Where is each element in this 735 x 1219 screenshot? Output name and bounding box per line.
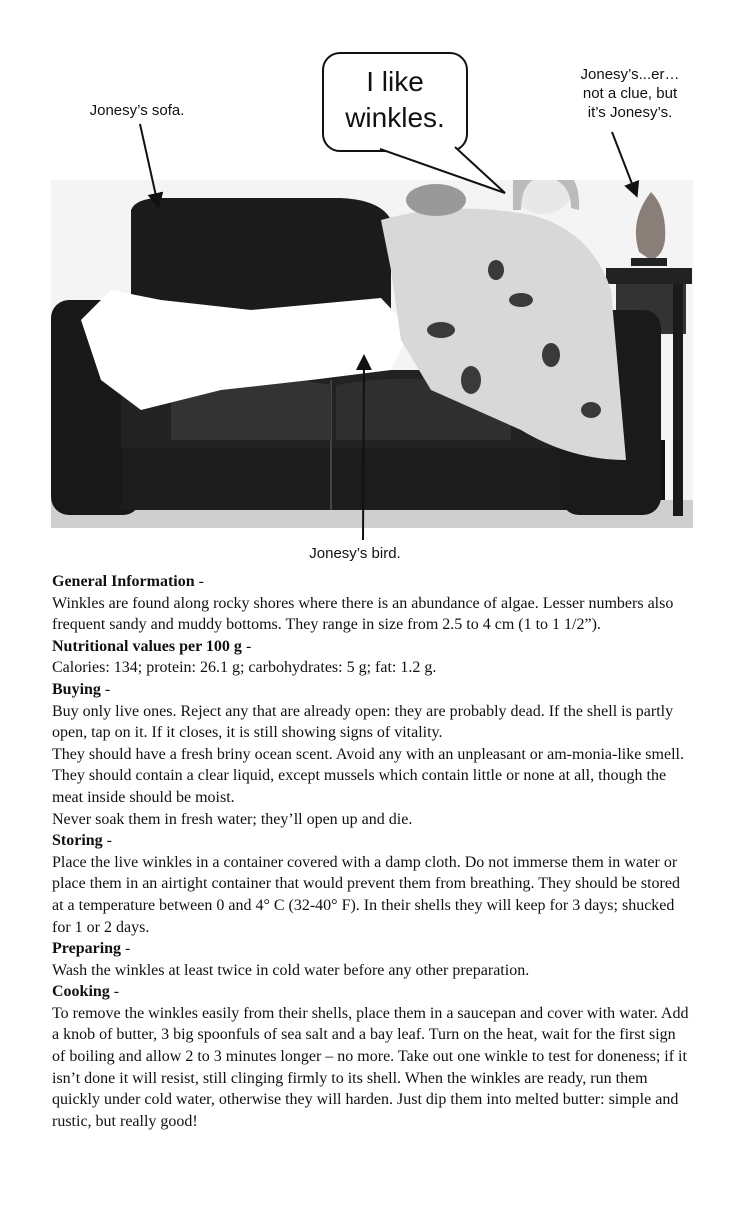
speech-line-1: I like bbox=[366, 66, 424, 97]
bird-caption: Jonesy’s bird. bbox=[309, 545, 401, 562]
section-paragraph: Buy only live ones. Reject any that are already open: they are probably dead. If the shell is partly open, tap on it. If it closes, it is still showing signs of vitality. bbox=[52, 702, 674, 742]
section-cooking bbox=[52, 981, 692, 1132]
speech-line-2: winkles. bbox=[345, 102, 445, 133]
section-heading: General Information - bbox=[52, 573, 204, 590]
section-paragraph: Place the live winkles in a container covered with a damp cloth. Do not immerse them in water or place them in an airtight container that would prevent them from breathing. They should be stored at a temperature between 0 and 4° C (32-40° F). In their shells they will keep for 3 days; shucked for 1 or 2 days. bbox=[52, 853, 680, 936]
section-buying bbox=[52, 679, 692, 830]
speech-bubble bbox=[322, 52, 468, 152]
lamp-caption-line-3: it’s Jonesy’s. bbox=[587, 104, 673, 121]
section-paragraph: Calories: 134; protein: 26.1 g; carbohydrates: 5 g; fat: 1.2 g. bbox=[52, 659, 437, 677]
section-paragraph: To remove the winkles easily from their shells, place them in a saucepan and cover with water. Add a knob of butter, 3 big spoonfuls of sea salt and a bay leaf. Turn on the heat, wait for the first sign of boiling and allow 2 to 3 minutes longer – no more. Take out one winkle to test for doneness; if it isn’t done it will resist, still clinging firmly to its shell. When the winkles are ready, run them quickly under cold water, otherwise they will harden. Just dip them into melted butter: simple and rustic, but really good! bbox=[52, 1004, 689, 1130]
photo-woman-on-sofa bbox=[51, 180, 693, 528]
section-nutritional-values bbox=[52, 636, 692, 679]
sofa-caption: Jonesy’s sofa. bbox=[89, 102, 185, 119]
section-storing bbox=[52, 830, 692, 938]
lamp-caption bbox=[545, 65, 715, 122]
section-paragraph: Never soak them in fresh water; they’ll open up and die. bbox=[52, 810, 413, 828]
section-heading: Buying - bbox=[52, 680, 111, 698]
flowers bbox=[406, 184, 466, 216]
section-preparing bbox=[52, 938, 692, 981]
section-heading: Preparing - bbox=[52, 940, 131, 958]
section-heading: Cooking - bbox=[52, 983, 120, 1001]
section-paragraph: Winkles are found along rocky shores where there is an abundance of algae. Lesser numbers also frequent sandy and muddy bottoms. They range in size from 2.5 to 4 cm (1 to 1 1/2”). bbox=[52, 594, 674, 634]
lamp-caption-line-2: not a clue, but bbox=[582, 85, 678, 102]
section-paragraph: They should have a fresh briny ocean scent. Avoid any with an unpleasant or am-monia-like smell. They should contain a clear liquid, except mussels which contain little or none at all, though the meat inside should be moist. bbox=[52, 745, 684, 806]
section-heading: Storing - bbox=[52, 832, 112, 850]
section-paragraph: Wash the winkles at least twice in cold water before any other preparation. bbox=[52, 961, 530, 979]
lamp-caption-line-1: Jonesy’s...er… bbox=[580, 66, 680, 83]
section-general-information bbox=[52, 571, 692, 636]
section-heading: Nutritional values per 100 g - bbox=[52, 637, 252, 655]
article-body bbox=[52, 571, 692, 1132]
sofa bbox=[131, 198, 391, 310]
